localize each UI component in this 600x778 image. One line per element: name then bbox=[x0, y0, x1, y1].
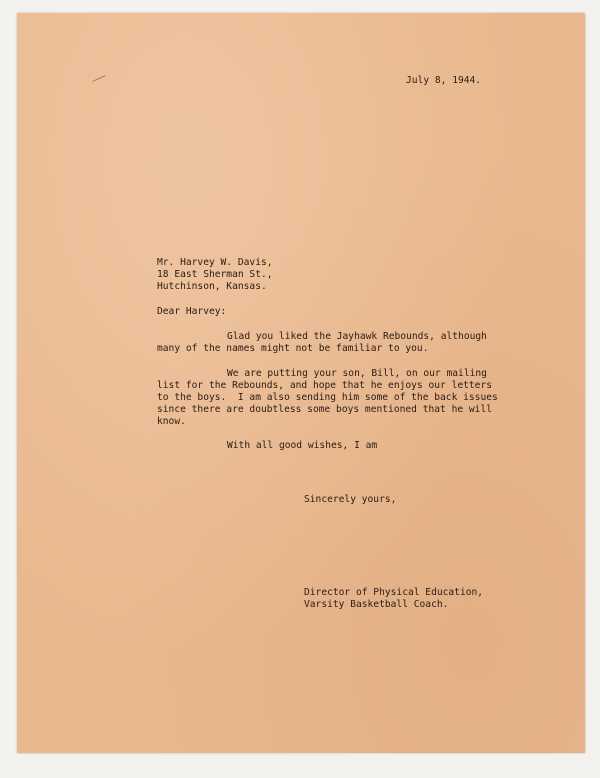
paragraph2-line3: to the boys. I am also sending him some of the back issues bbox=[157, 392, 498, 403]
letter-date: July 8, 1944. bbox=[406, 75, 482, 86]
paragraph1-line1: Glad you liked the Jayhawk Rebounds, although bbox=[227, 331, 487, 342]
paragraph2-line2: list for the Rebounds, and hope that he enjoys our letters bbox=[157, 380, 493, 391]
paragraph2-line5: know. bbox=[157, 416, 186, 427]
salutation: Dear Harvey: bbox=[157, 306, 227, 317]
recipient-name: Mr. Harvey W. Davis, bbox=[157, 257, 273, 268]
paragraph1-line2: many of the names might not be familiar to you. bbox=[157, 343, 429, 354]
signature-title-2: Varsity Basketball Coach. bbox=[304, 599, 449, 610]
paragraph2-line4: since there are doubtless some boys mentioned that he will bbox=[157, 404, 493, 415]
paragraph2-line1: We are putting your son, Bill, on our mailing bbox=[227, 368, 487, 379]
letter-page bbox=[17, 13, 585, 753]
signature-title-1: Director of Physical Education, bbox=[304, 587, 484, 598]
pencil-mark bbox=[92, 75, 105, 82]
recipient-street: 18 East Sherman St., bbox=[157, 269, 273, 280]
valediction: Sincerely yours, bbox=[304, 494, 397, 505]
recipient-city: Hutchinson, Kansas. bbox=[157, 281, 267, 292]
closing-line: With all good wishes, I am bbox=[227, 440, 378, 451]
